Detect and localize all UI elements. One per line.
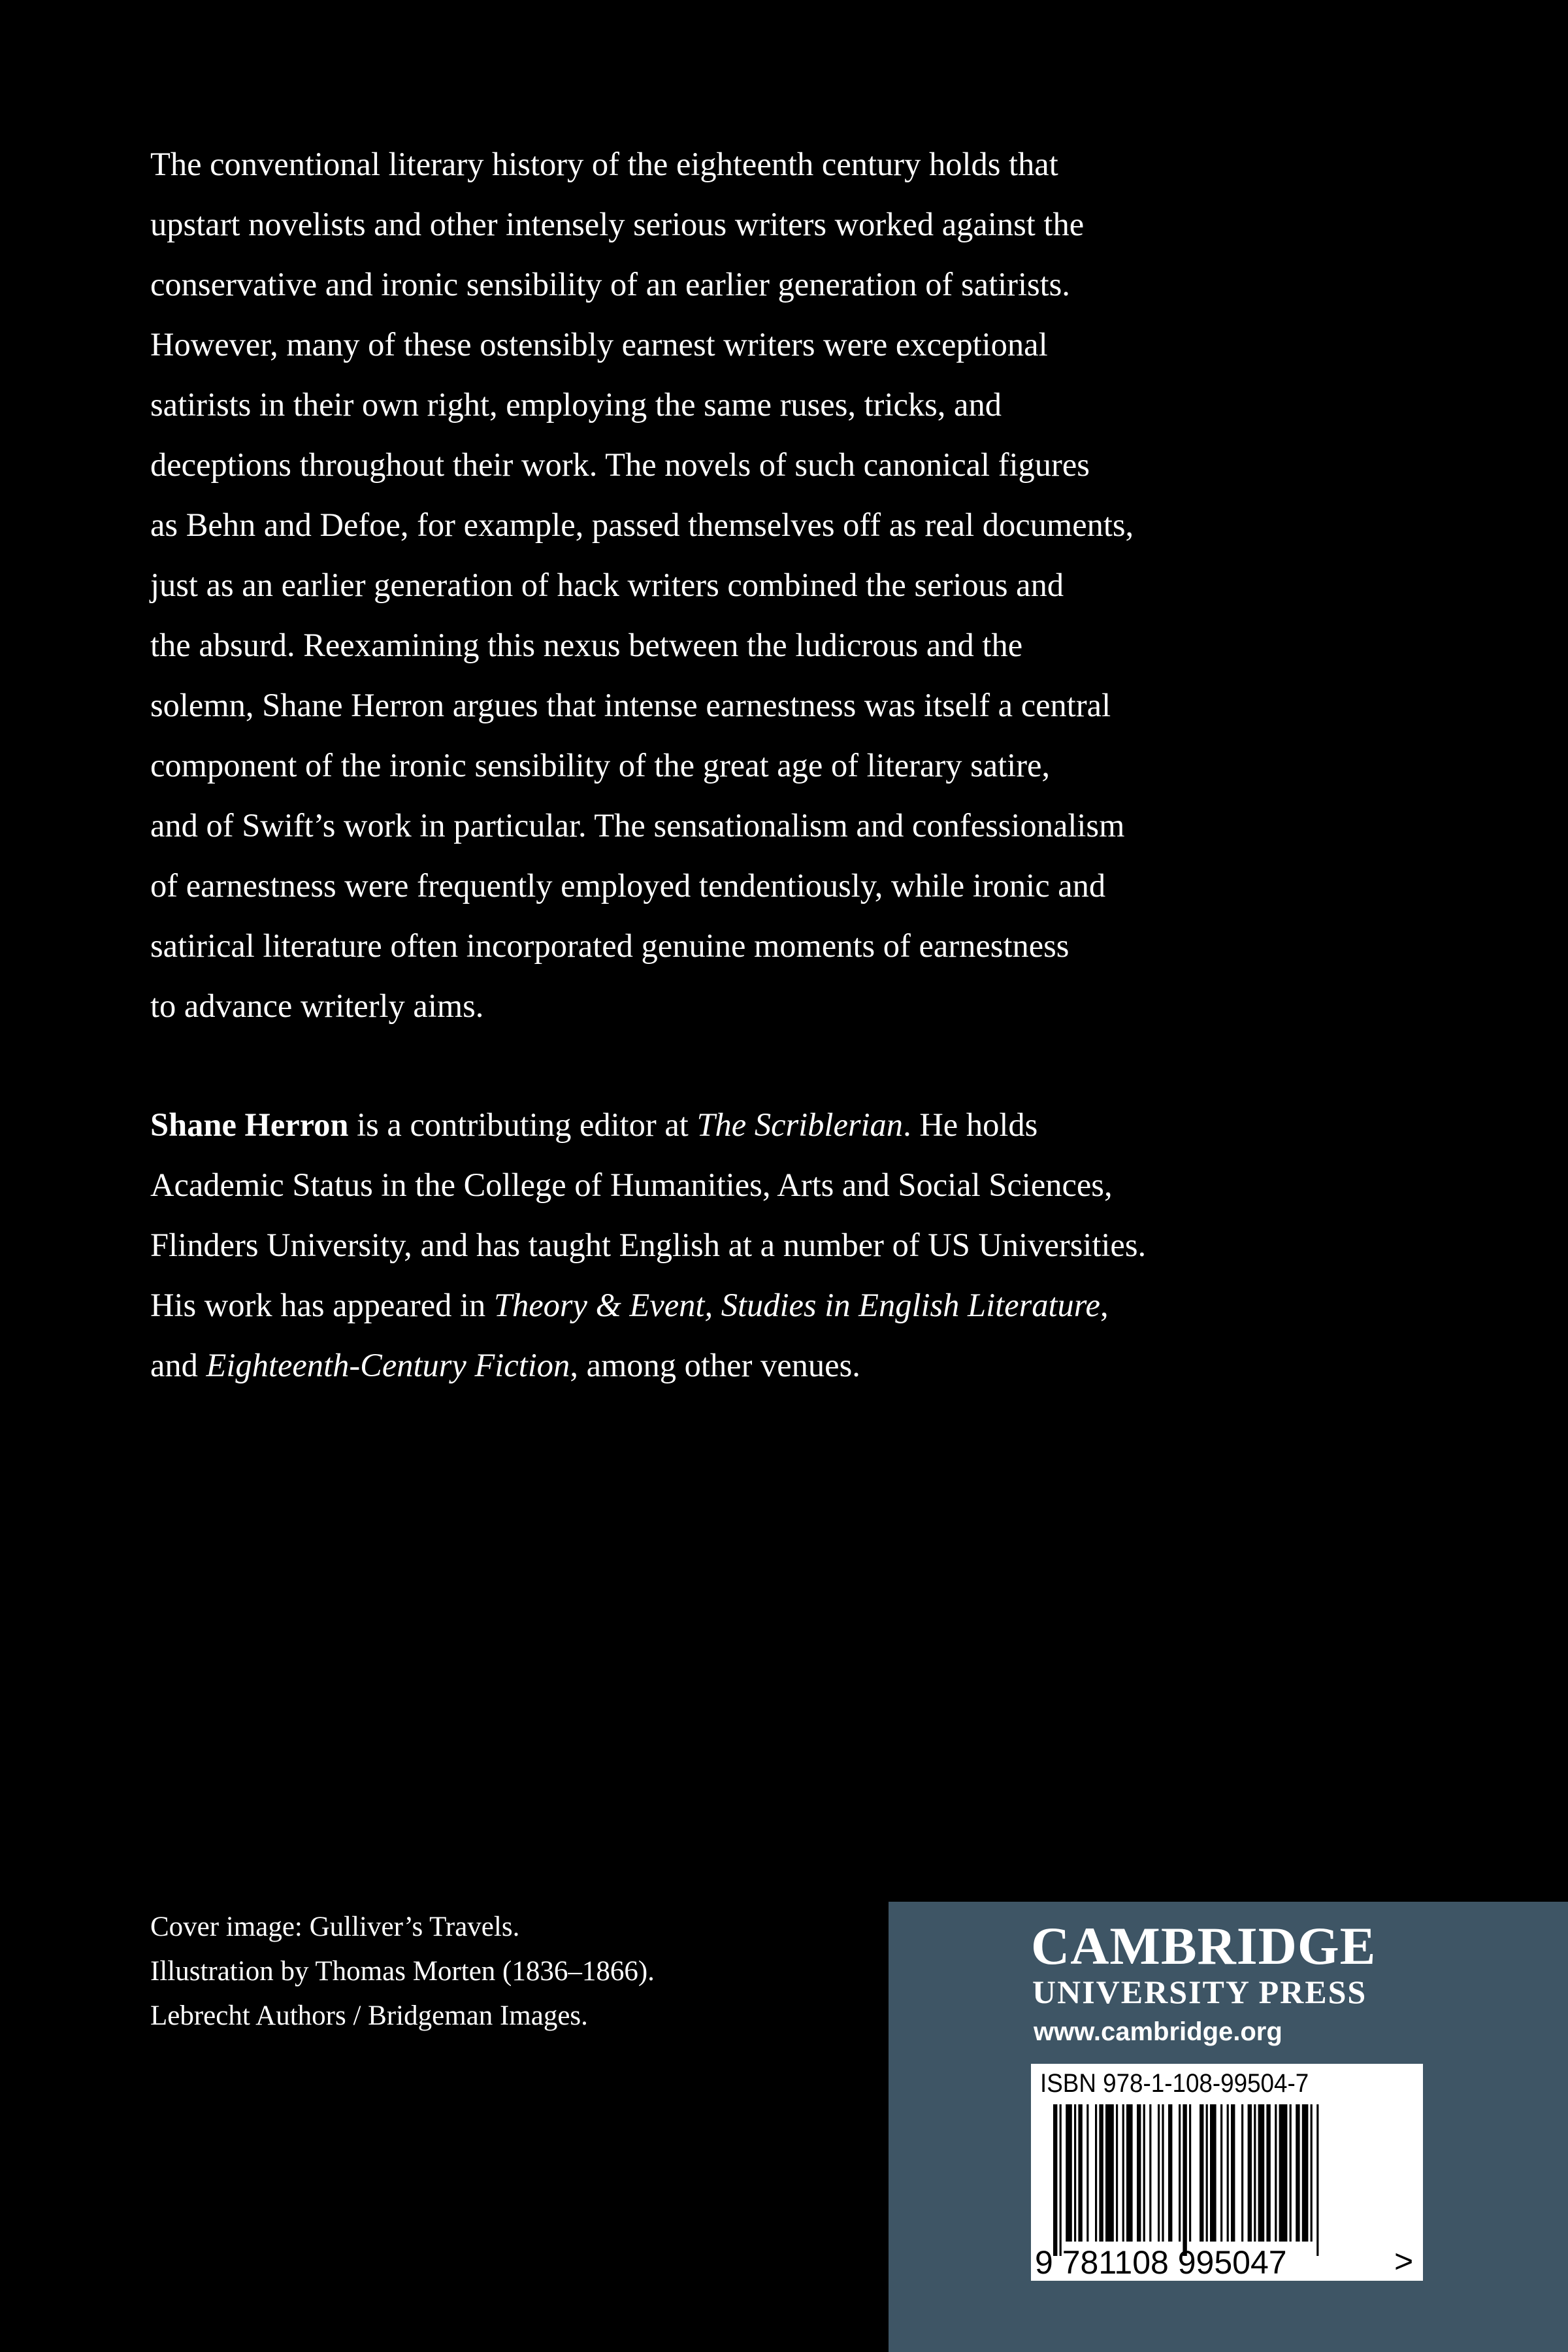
publisher-website: www.cambridge.org xyxy=(1034,2017,1282,2046)
barcode-bar xyxy=(1137,2104,1141,2242)
barcode-bar xyxy=(1296,2104,1299,2242)
bio-text: and xyxy=(150,1347,206,1383)
barcode-bar xyxy=(1086,2104,1088,2242)
barcode-bar xyxy=(1200,2104,1203,2242)
journal-title: The Scriblerian xyxy=(696,1106,904,1143)
barcode-bar xyxy=(1122,2104,1124,2242)
bio-line: Academic Status in the College of Humanities, Arts and Social Sciences, xyxy=(150,1167,1113,1203)
isbn-barcode xyxy=(1031,2064,1423,2281)
barcode-bar xyxy=(1179,2104,1181,2242)
barcode-bar xyxy=(1248,2104,1252,2242)
description-line: and of Swift’s work in particular. The sensationalism and confessionalism xyxy=(150,807,1125,844)
barcode-bar xyxy=(1258,2104,1265,2242)
author-name: Shane Herron xyxy=(150,1106,349,1143)
description-line: component of the ironic sensibility of the great age of literary satire, xyxy=(150,747,1051,784)
bio-text: , xyxy=(1100,1287,1109,1323)
publisher-logo-subtitle: UNIVERSITY PRESS xyxy=(1032,1974,1367,2010)
barcode-bar xyxy=(1066,2104,1072,2242)
barcode-bar xyxy=(1254,2104,1256,2242)
book-description xyxy=(150,134,1346,1036)
barcode-bar xyxy=(1053,2104,1057,2256)
barcode-bar xyxy=(1074,2104,1076,2242)
description-line: satirical literature often incorporated genuine moments of earnestness xyxy=(150,927,1070,964)
bio-text: is a contributing editor at xyxy=(348,1106,697,1143)
description-line: of earnestness were frequently employed tendentiously, while ironic and xyxy=(150,867,1106,904)
barcode-bar xyxy=(1210,2104,1217,2242)
cover-image-credit xyxy=(150,1905,655,2038)
barcode-bar xyxy=(1095,2104,1097,2242)
description-line: the absurd. Reexamining this nexus between the ludicrous and the xyxy=(150,627,1023,663)
barcode-bar xyxy=(1158,2104,1160,2242)
journal-titles: Theory & Event, Studies in English Literature xyxy=(493,1287,1100,1323)
barcode-bar xyxy=(1266,2104,1270,2242)
bio-text: His work has appeared in xyxy=(150,1287,494,1323)
barcode-bar xyxy=(1143,2104,1145,2242)
description-line: upstart novelists and other intensely serious writers worked against the xyxy=(150,206,1085,242)
description-line: just as an earlier generation of hack writers combined the serious and xyxy=(150,567,1064,603)
barcode-bar xyxy=(1078,2104,1082,2242)
barcode-bar xyxy=(1275,2104,1277,2242)
barcode-bar xyxy=(1189,2104,1191,2242)
author-bio xyxy=(150,1095,1346,1395)
bio-text: . He holds xyxy=(903,1106,1038,1143)
barcode-bar xyxy=(1149,2104,1151,2242)
barcode-bar xyxy=(1126,2104,1133,2242)
barcode-bar xyxy=(1168,2104,1172,2242)
credit-line: Illustration by Thomas Morten (1836–1866). xyxy=(150,1956,655,1987)
bio-line: Flinders University, and has taught English at a number of US Universities. xyxy=(150,1227,1147,1263)
barcode-bar xyxy=(1220,2104,1222,2242)
bio-text: , among other venues. xyxy=(570,1347,860,1383)
publisher-logo-name: CAMBRIDGE xyxy=(1031,1916,1377,1976)
bio-line xyxy=(150,1095,1346,1155)
barcode-bar xyxy=(1302,2104,1309,2242)
description-line: satirists in their own right, employing the same ruses, tricks, and xyxy=(150,386,1002,423)
isbn-label: ISBN 978-1-108-99504-7 xyxy=(1040,2069,1309,2098)
barcode-bar xyxy=(1231,2104,1235,2242)
description-line: deceptions throughout their work. The novels of such canonical figures xyxy=(150,446,1090,483)
description-line: to advance writerly aims. xyxy=(150,987,484,1024)
barcode-arrow: > xyxy=(1394,2243,1414,2279)
barcode-digits: 9 781108 995047 xyxy=(1035,2244,1287,2281)
description-line: as Behn and Defoe, for example, passed themselves off as real documents, xyxy=(150,506,1134,543)
barcode-bar xyxy=(1241,2104,1243,2242)
barcode-bar xyxy=(1227,2104,1229,2242)
barcode-bar xyxy=(1116,2104,1118,2242)
journal-title: Eighteenth-Century Fiction xyxy=(206,1347,570,1383)
barcode-bar xyxy=(1162,2104,1164,2242)
credit-line: Lebrecht Authors / Bridgeman Images. xyxy=(150,2000,588,2031)
barcode-bar xyxy=(1183,2104,1186,2256)
description-line: conservative and ironic sensibility of an earlier generation of satirists. xyxy=(150,266,1070,303)
credit-line: Cover image: Gulliver’s Travels. xyxy=(150,1912,520,1942)
barcode-bar xyxy=(1279,2104,1288,2242)
barcode-bar xyxy=(1105,2104,1114,2242)
bio-line xyxy=(150,1275,1346,1335)
barcode-bar xyxy=(1316,2104,1318,2256)
description-line: The conventional literary history of the eighteenth century holds that xyxy=(150,146,1058,182)
description-line: However, many of these ostensibly earnest writers were exceptional xyxy=(150,326,1048,363)
bio-line xyxy=(150,1335,1346,1395)
barcode-bar xyxy=(1206,2104,1208,2242)
barcode-bar xyxy=(1060,2104,1062,2256)
barcode-bar xyxy=(1290,2104,1292,2242)
barcode-bar xyxy=(1099,2104,1103,2242)
barcode-bar xyxy=(1311,2104,1313,2242)
description-line: solemn, Shane Herron argues that intense earnestness was itself a central xyxy=(150,687,1111,723)
